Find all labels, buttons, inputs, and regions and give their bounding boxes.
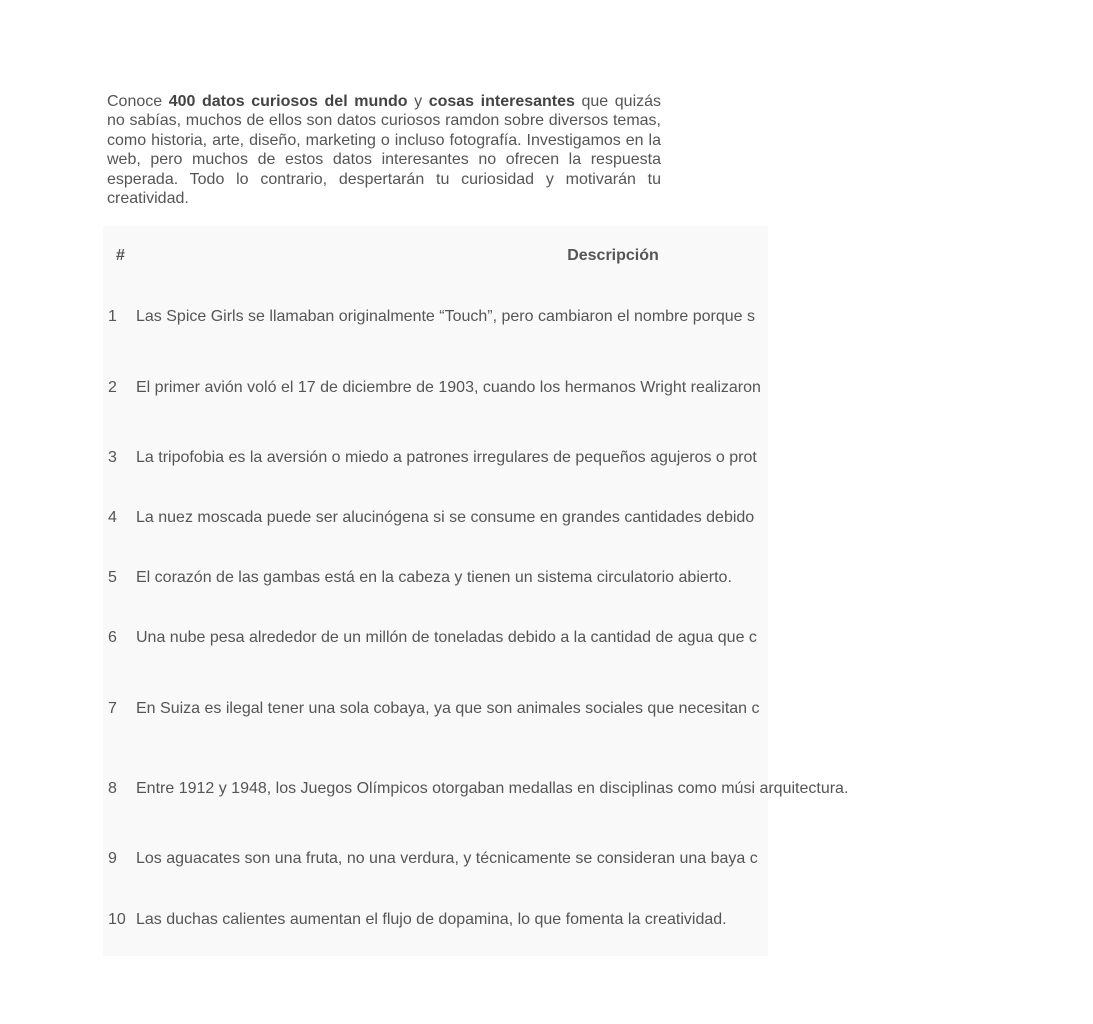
row-number: 3 bbox=[108, 448, 117, 466]
table-row bbox=[103, 748, 1093, 828]
table-row bbox=[103, 427, 1093, 487]
intro-bold-datos: 400 datos curiosos del mundo bbox=[168, 93, 408, 110]
row-description: El corazón de las gambas está en la cabeza y tienen un sistema circulatorio abierto. bbox=[136, 568, 732, 586]
table-row bbox=[103, 668, 1093, 748]
table-header-row bbox=[103, 226, 1093, 286]
row-description: Las Spice Girls se llamaban originalmente “Touch”, pero cambiaron el nombre porque s bbox=[136, 308, 755, 325]
header-description: Descripción bbox=[567, 247, 659, 264]
facts-table bbox=[103, 226, 1093, 950]
table-row bbox=[103, 347, 1093, 427]
row-number: 8 bbox=[108, 779, 117, 797]
intro-text-3: que quizás no sabías, muchos de ellos son datos curiosos ramdon sobre diversos temas, como historia, arte, diseño, marketing o incluso fotografía. Investigamos en la web, pero muchos de estos datos interesantes no ofrecen la respuesta esperada. Todo lo contrario, despertarán tu curiosidad y motivarán tu creatividad. bbox=[107, 93, 662, 208]
table-row bbox=[103, 547, 1093, 607]
row-number: 4 bbox=[108, 508, 117, 526]
row-number: 1 bbox=[108, 308, 117, 325]
facts-table-container bbox=[103, 226, 849, 956]
table-row bbox=[103, 828, 1093, 888]
header-number: # bbox=[116, 247, 125, 264]
row-description: Una nube pesa alrededor de un millón de toneladas debido a la cantidad de agua que c bbox=[136, 629, 757, 646]
row-description: Las duchas calientes aumentan el flujo de dopamina, lo que fomenta la creatividad. bbox=[136, 910, 727, 928]
row-number: 9 bbox=[108, 849, 117, 867]
table-row bbox=[103, 286, 1093, 347]
row-description: La tripofobia es la aversión o miedo a patrones irregulares de pequeños agujeros o prot bbox=[136, 448, 757, 466]
row-description: Los aguacates son una fruta, no una verdura, y técnicamente se consideran una baya c bbox=[136, 849, 758, 867]
row-number: 7 bbox=[108, 699, 117, 717]
row-description: Entre 1912 y 1948, los Juegos Olímpicos otorgaban medallas en disciplinas como músi arquitectura. bbox=[136, 779, 849, 797]
intro-bold-cosas: cosas interesantes bbox=[428, 93, 575, 110]
row-description: En Suiza es ilegal tener una sola cobaya, ya que son animales sociales que necesitan c bbox=[136, 699, 760, 717]
row-description: El primer avión voló el 17 de diciembre de 1903, cuando los hermanos Wright realizaron bbox=[136, 378, 761, 396]
intro-text-1: Conoce bbox=[107, 93, 169, 110]
row-description: La nuez moscada puede ser alucinógena si se consume en grandes cantidades debido bbox=[136, 508, 755, 526]
row-number: 10 bbox=[108, 910, 126, 928]
row-number: 2 bbox=[108, 378, 117, 396]
intro-paragraph bbox=[107, 92, 661, 208]
table-row bbox=[103, 888, 1093, 950]
row-number: 5 bbox=[108, 568, 117, 586]
table-row bbox=[103, 607, 1093, 668]
table-row bbox=[103, 487, 1093, 547]
intro-text-2: y bbox=[407, 93, 429, 110]
row-number: 6 bbox=[108, 629, 117, 646]
